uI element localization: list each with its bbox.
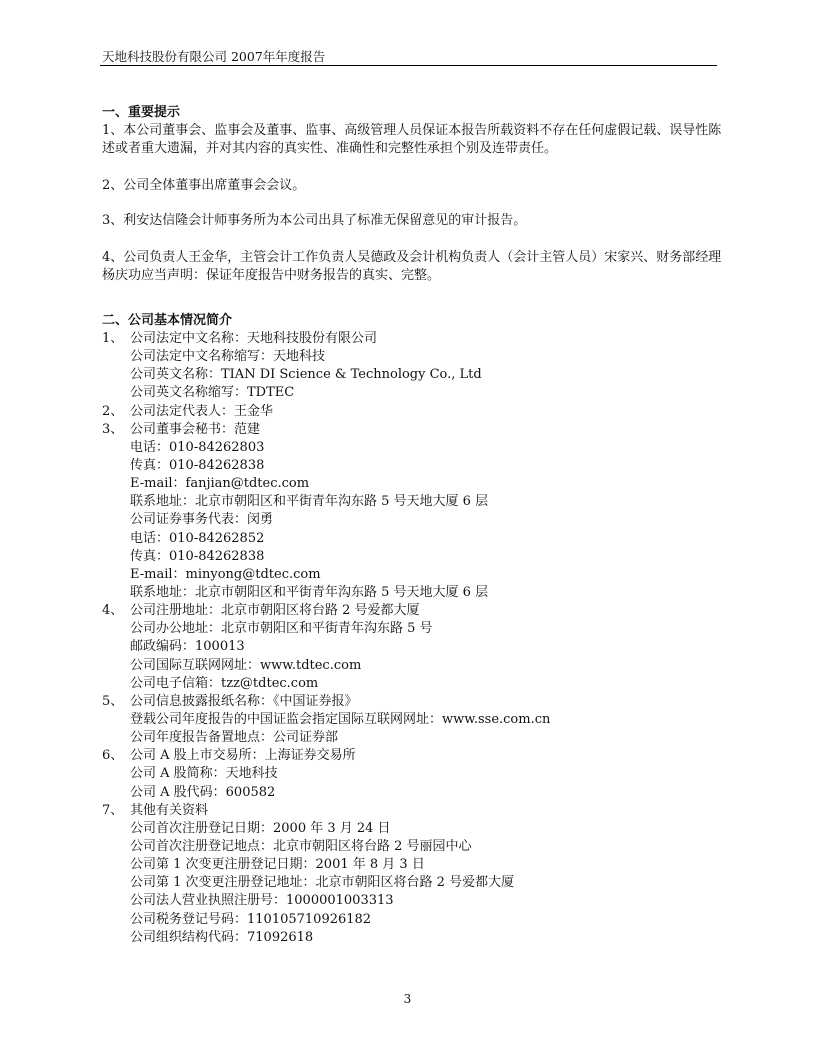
list-item: [102, 421, 722, 439]
list-item-text: 公司年度报告备置地点：公司证券部: [130, 730, 339, 746]
list-item-number: 4、: [102, 603, 124, 619]
list-item: [102, 602, 722, 620]
section-1-paragraph-3: 3、利安达信隆会计师事务所为本公司出具了标准无保留意见的审计报告。: [102, 213, 527, 228]
list-item-text: 联系地址：北京市朝阳区和平街青年沟东路 5 号天地大厦 6 层: [130, 584, 489, 600]
list-item-number: 5、: [102, 693, 124, 709]
list-item: [102, 747, 722, 765]
list-item: [102, 348, 722, 366]
list-item: [102, 929, 722, 947]
list-item: [102, 620, 722, 638]
list-item-text: 公司首次注册登记日期：2000 年 3 月 24 日: [130, 820, 391, 836]
list-item-text: 公司法定中文名称缩写：天地科技: [130, 349, 326, 365]
list-item-number: 2、: [102, 403, 124, 419]
list-item-text: 登载公司年度报告的中国证监会指定国际互联网网址：www.sse.com.cn: [130, 711, 551, 727]
company-info-list: [102, 330, 722, 947]
list-item: [102, 693, 722, 711]
list-item: [102, 838, 722, 856]
list-item-number: 1、: [102, 331, 124, 346]
list-item: [102, 511, 722, 529]
list-item: [102, 856, 722, 874]
list-item: [102, 384, 722, 402]
section-1-paragraph-1: 1、本公司董事会、监事会及董事、监事、高级管理人员保证本报告所载资料不存在任何虚假记载、误导性陈述或者重大遗漏，并对其内容的真实性、准确性和完整性承担个别及连带责任。: [102, 123, 722, 156]
section-1-paragraph-2: 2、公司全体董事出席董事会会议。: [102, 178, 306, 193]
list-item: [102, 475, 722, 493]
list-item: [102, 711, 722, 729]
list-item-text: 公司国际互联网网址：www.tdtec.com: [130, 657, 362, 673]
list-item: [102, 638, 722, 656]
list-item: [102, 584, 722, 602]
list-item: [102, 548, 722, 566]
header-rule: [100, 65, 717, 66]
list-item-text: 公司法定中文名称：天地科技股份有限公司: [130, 331, 378, 346]
list-item: [102, 675, 722, 693]
list-item-text: 公司首次注册登记地点：北京市朝阳区将台路 2 号丽园中心: [130, 838, 472, 854]
list-item-text: 其他有关资料: [130, 802, 209, 818]
list-item: [102, 874, 722, 892]
list-item: [102, 820, 722, 838]
list-item-text: 公司信息披露报纸名称：《中国证券报》: [130, 693, 358, 709]
list-item-text: 公司电子信箱：tzz@tdtec.com: [130, 675, 319, 691]
list-item: [102, 493, 722, 511]
running-header: 天地科技股份有限公司 2007年年度报告: [102, 49, 326, 64]
list-item-text: 公司法定代表人：王金华: [130, 403, 274, 419]
list-item-text: 邮政编码：100013: [130, 639, 245, 655]
list-item-text: 传真：010-84262838: [130, 457, 265, 473]
list-item: [102, 892, 722, 910]
list-item-text: 电话：010-84262803: [130, 439, 265, 455]
list-item: [102, 330, 722, 348]
list-item-text: 公司 A 股简称：天地科技: [130, 766, 278, 782]
list-item-text: 公司 A 股代码：600582: [130, 784, 276, 800]
list-item: [102, 366, 722, 384]
list-item: [102, 802, 722, 820]
list-item-text: 公司注册地址：北京市朝阳区将台路 2 号爱都大厦: [130, 603, 420, 619]
list-item: [102, 911, 722, 929]
list-item-text: 电话：010-84262852: [130, 530, 265, 546]
list-item-text: 联系地址：北京市朝阳区和平街青年沟东路 5 号天地大厦 6 层: [130, 494, 489, 510]
list-item-text: E-mail：fanjian@tdtec.com: [130, 476, 310, 492]
page-number: 3: [403, 992, 412, 1006]
list-item-text: 公司 A 股上市交易所：上海证券交易所: [130, 748, 356, 764]
section-2-heading: 二、公司基本情况简介: [102, 313, 233, 328]
list-item-text: 公司英文名称：TIAN DI Science & Technology Co., Ltd: [130, 367, 482, 383]
list-item: [102, 403, 722, 421]
list-item-number: 7、: [102, 802, 124, 818]
list-item-text: 传真：010-84262838: [130, 548, 265, 564]
list-item-text: 公司税务登记号码：110105710926182: [130, 911, 372, 927]
list-item-text: 公司董事会秘书：范建: [130, 421, 261, 437]
section-1-paragraph-4: 4、公司负责人王金华，主管会计工作负责人吴德政及会计机构负责人（会计主管人员）宋家兴、财务部经理杨庆功应当声明：保证年度报告中财务报告的真实、完整。: [102, 250, 722, 283]
list-item: [102, 729, 722, 747]
list-item: [102, 657, 722, 675]
list-item: [102, 530, 722, 548]
list-item-text: 公司英文名称缩写：TDTEC: [130, 385, 295, 401]
list-item: [102, 784, 722, 802]
list-item-text: 公司法人营业执照注册号：1000001003313: [130, 893, 394, 909]
list-item-text: 公司第 1 次变更注册登记地址：北京市朝阳区将台路 2 号爱都大厦: [130, 875, 515, 891]
list-item-text: 公司组织结构代码：71092618: [130, 929, 314, 945]
list-item: [102, 439, 722, 457]
list-item: [102, 566, 722, 584]
list-item-text: 公司办公地址：北京市朝阳区和平街青年沟东路 5 号: [130, 621, 433, 637]
list-item-text: 公司证券事务代表：闵勇: [130, 512, 274, 528]
list-item-text: E-mail：minyong@tdtec.com: [130, 566, 321, 582]
list-item-number: 6、: [102, 748, 124, 764]
list-item: [102, 765, 722, 783]
list-item-number: 3、: [102, 421, 124, 437]
list-item: [102, 457, 722, 475]
list-item-text: 公司第 1 次变更注册登记日期：2001 年 8 月 3 日: [130, 857, 425, 873]
section-1-heading: 一、重要提示: [102, 105, 181, 120]
